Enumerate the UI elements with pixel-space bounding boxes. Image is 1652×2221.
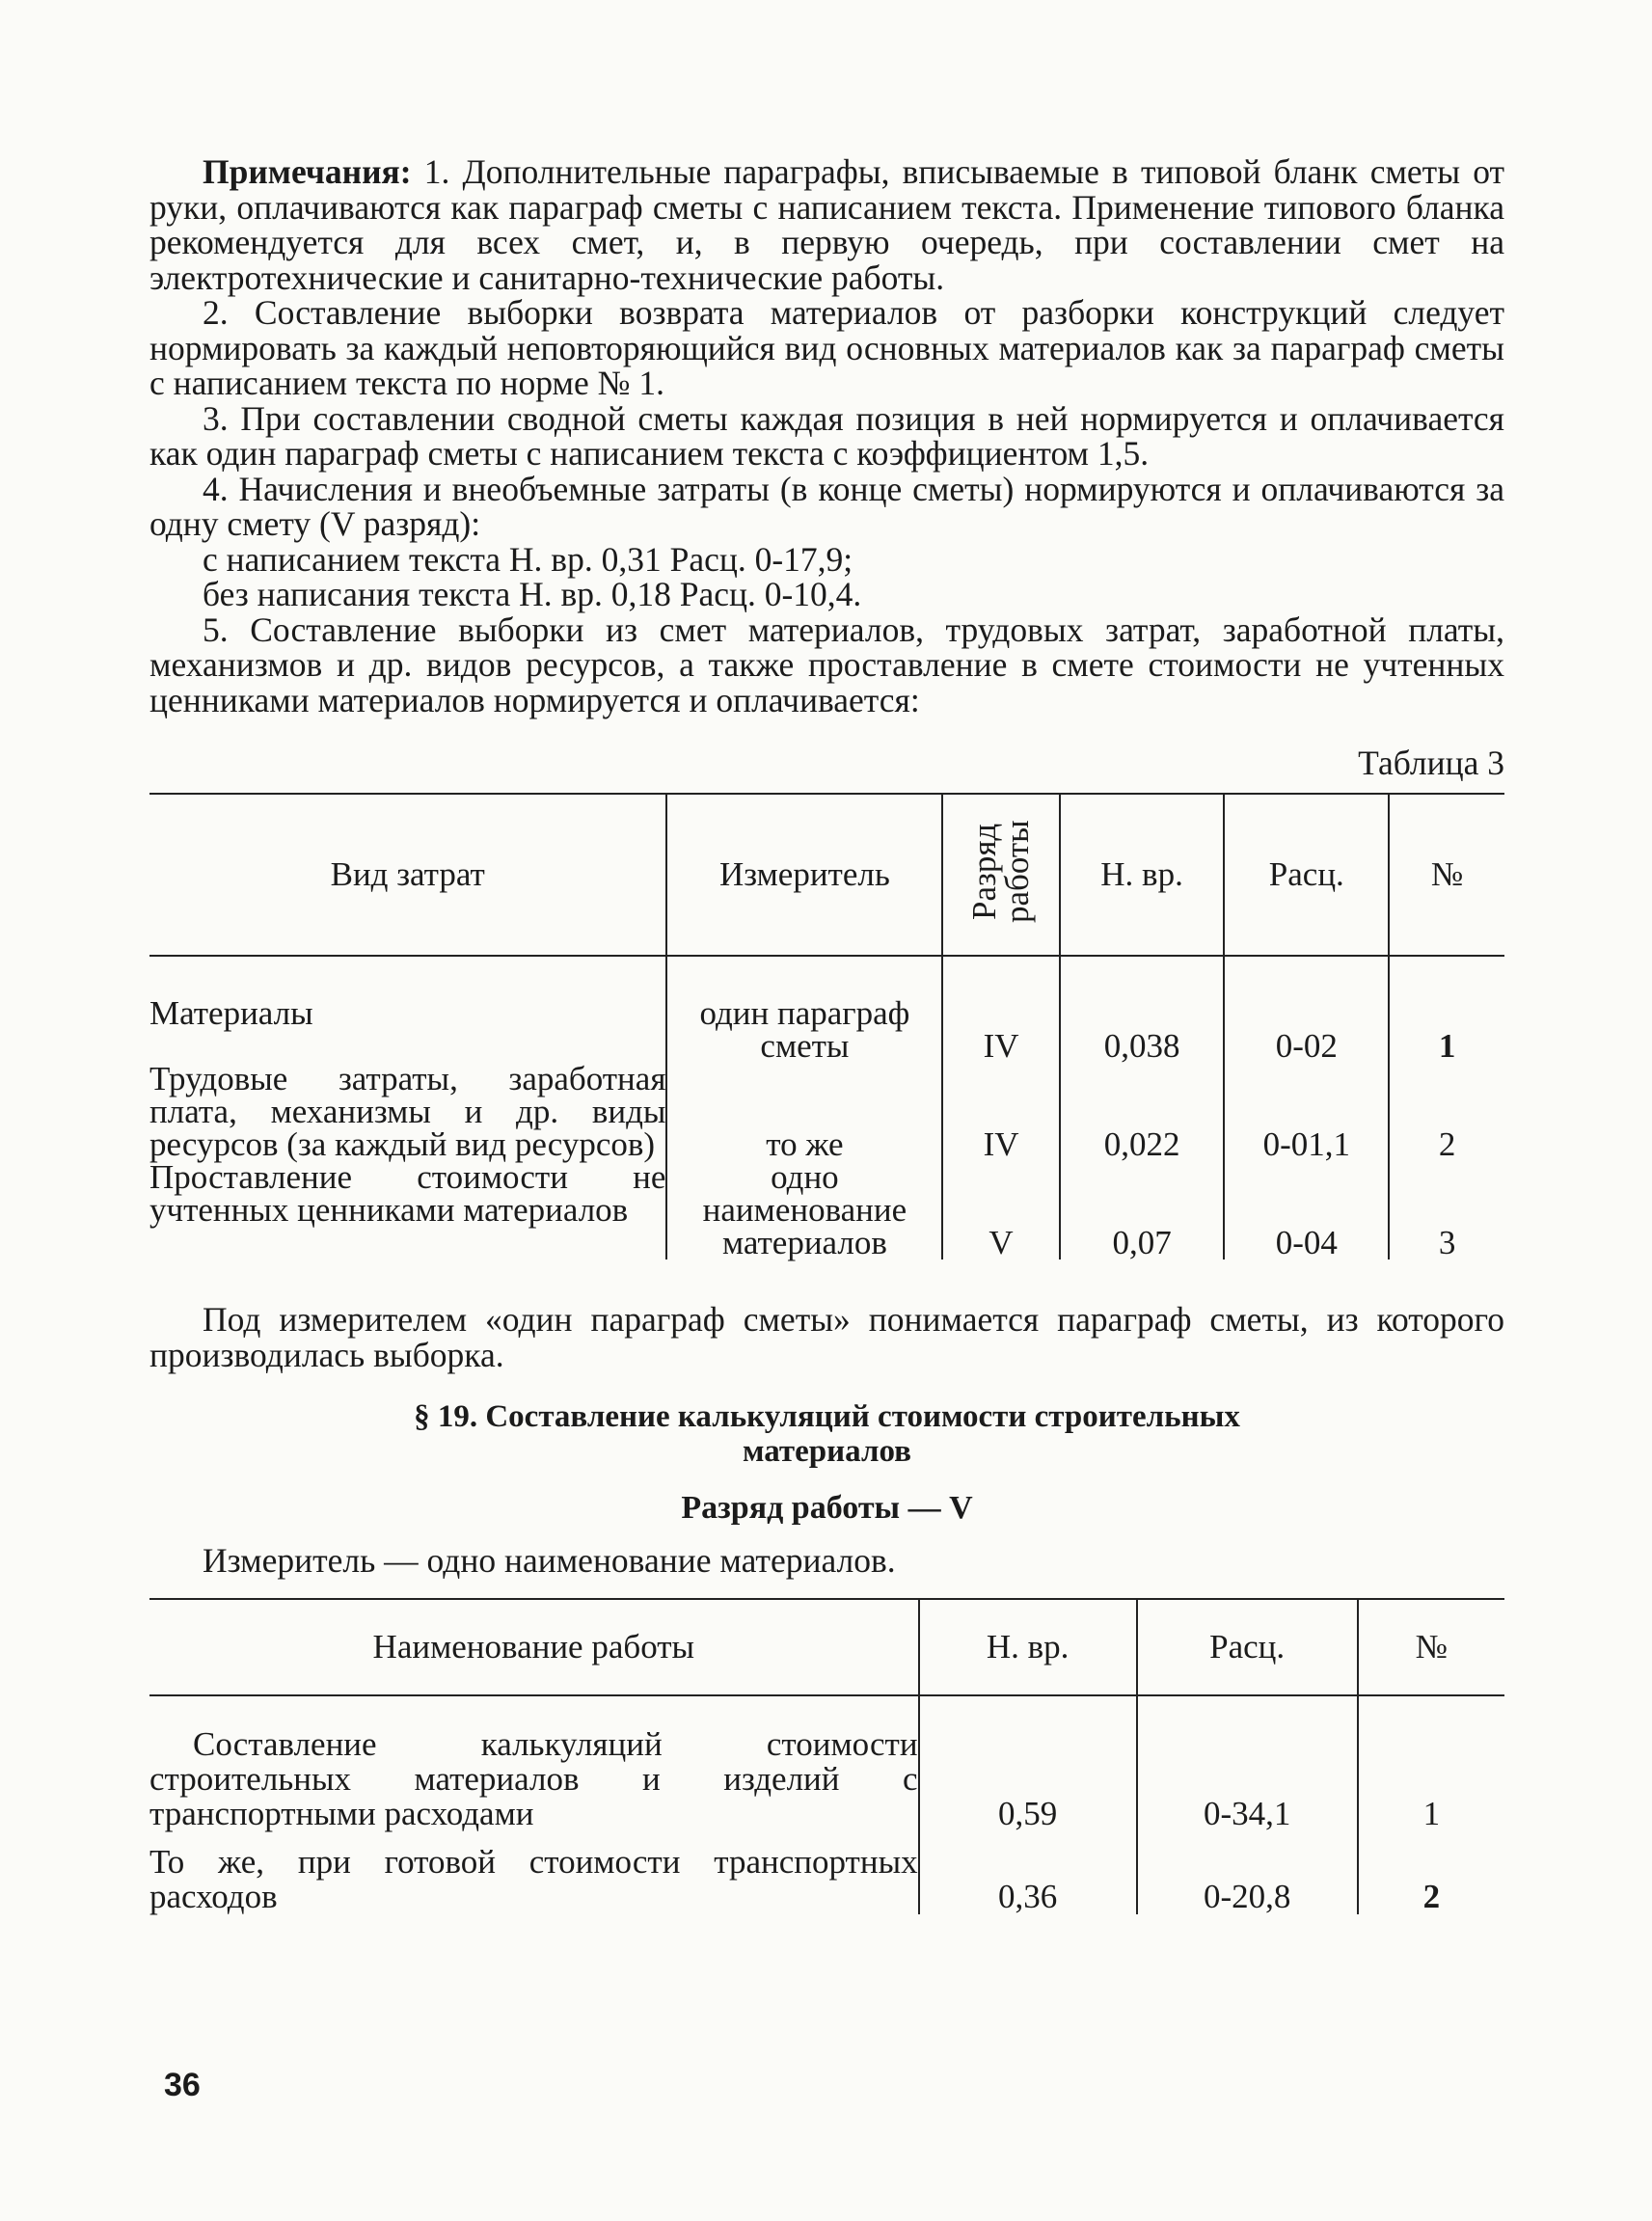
table-row	[149, 1831, 1504, 1914]
header-vid-zatrat: Вид затрат	[149, 794, 666, 956]
cell-rasc: 0-04	[1224, 1161, 1389, 1259]
note-1-text: 1. Дополнительные параграфы, вписываемые в типовой бланк сметы от руки, оплачиваются как параграф сметы с написанием текста. Применение типового бланка рекомендуется для всех смет, и, в первую очередь, при составлении смет на электротехнические и санитарно-технические работы.	[149, 152, 1505, 297]
cell-izm: один параграф сметы	[666, 956, 942, 1063]
cell-vid: Проставление стоимости не учтенных ценниками материалов	[149, 1158, 666, 1229]
table-3	[149, 793, 1504, 1259]
cell-nvr: 0,022	[1060, 1063, 1225, 1161]
header-num: №	[1389, 794, 1504, 956]
cell-nvr: 0,59	[919, 1695, 1137, 1831]
cell-rasc: 0-34,1	[1137, 1695, 1358, 1831]
note-4a: с написанием текста Н. вр. 0,31 Расц. 0-17,9;	[203, 539, 853, 579]
table-row	[149, 1695, 1504, 1831]
cell-num: 3	[1389, 1161, 1504, 1259]
after-table-note: Под измерителем «один параграф сметы» понимается параграф сметы, из которого производилась выборка.	[149, 1300, 1504, 1374]
note-2: 2. Составление выборки возврата материалов от разборки конструкций следует нормировать за каждый неповторяющийся вид основных материалов как за параграф сметы с написанием текста по норме № 1.	[149, 293, 1504, 402]
note-4: 4. Начисления и внеобъемные затраты (в конце сметы) нормируются и оплачиваются за одну смету (V разряд):	[149, 469, 1504, 543]
cell-num: 2	[1358, 1831, 1504, 1914]
table-4-header	[149, 1599, 1504, 1695]
header-n-vr: Н. вр.	[1060, 794, 1225, 956]
page-number: 36	[164, 2067, 201, 2103]
header-num: №	[1358, 1599, 1504, 1695]
cell-nvr: 0,038	[1060, 956, 1225, 1063]
header-rasc: Расц.	[1137, 1599, 1358, 1695]
cell-vid: Материалы	[149, 994, 313, 1032]
cell-izm: то же	[666, 1063, 942, 1161]
cell-vid: Трудовые затраты, заработная плата, механизмы и др. виды ресурсов (за каждый вид ресурсов)	[149, 1060, 666, 1163]
table-row	[149, 1063, 1504, 1161]
cell-rasc: 0-01,1	[1224, 1063, 1389, 1161]
header-n-vr: Н. вр.	[919, 1599, 1137, 1695]
cell-work-name: Составление калькуляций стоимости строительных материалов и изделий с транспортными расходами	[149, 1725, 918, 1832]
cell-work-name: То же, при готовой стоимости транспортных расходов	[149, 1843, 918, 1915]
table-3-caption: Таблица 3	[1358, 744, 1504, 782]
cell-nvr: 0,36	[919, 1831, 1137, 1914]
header-rasc: Расц.	[1224, 794, 1389, 956]
cell-num: 2	[1389, 1063, 1504, 1161]
table-row	[149, 956, 1504, 1063]
section-measure: Измеритель — одно наименование материалов.	[203, 1541, 896, 1580]
cell-razr: IV	[942, 1063, 1059, 1161]
note-3: 3. При составлении сводной сметы каждая позиция в ней нормируется и оплачивается как один параграф сметы с написанием текста с коэффициентом 1,5.	[149, 398, 1504, 473]
section-title: § 19. Составление калькуляций стоимости строительных материалов	[414, 1399, 1240, 1469]
table-3-header	[149, 794, 1504, 956]
cell-num: 1	[1358, 1695, 1504, 1831]
header-razryad-text: Разряд работы	[965, 820, 1037, 924]
header-razryad	[942, 794, 1059, 956]
cell-rasc: 0-20,8	[1137, 1831, 1358, 1914]
cell-izm: одно наименование материалов	[666, 1161, 942, 1259]
note-4b: без написания текста Н. вр. 0,18 Расц. 0-10,4.	[203, 575, 862, 613]
table-row	[149, 1161, 1504, 1259]
cell-razr: V	[942, 1161, 1059, 1259]
cell-num: 1	[1389, 956, 1504, 1063]
section-grade: Разряд работы — V	[681, 1490, 973, 1526]
header-work-name: Наименование работы	[149, 1599, 919, 1695]
section-heading	[149, 1399, 1504, 1469]
notes-lead: Примечания:	[203, 152, 412, 191]
cell-razr: IV	[942, 956, 1059, 1063]
note-5: 5. Составление выборки из смет материалов, трудовых затрат, заработной платы, механизмов и др. видов ресурсов, а также проставление в смете стоимости не учтенных ценниками материалов нормируется и оплачивается:	[149, 609, 1504, 719]
cell-nvr: 0,07	[1060, 1161, 1225, 1259]
document-page	[149, 154, 1504, 1914]
cell-rasc: 0-02	[1224, 956, 1389, 1063]
header-izmeritel: Измеритель	[666, 794, 942, 956]
note-1	[149, 154, 1504, 295]
table-4	[149, 1598, 1504, 1914]
